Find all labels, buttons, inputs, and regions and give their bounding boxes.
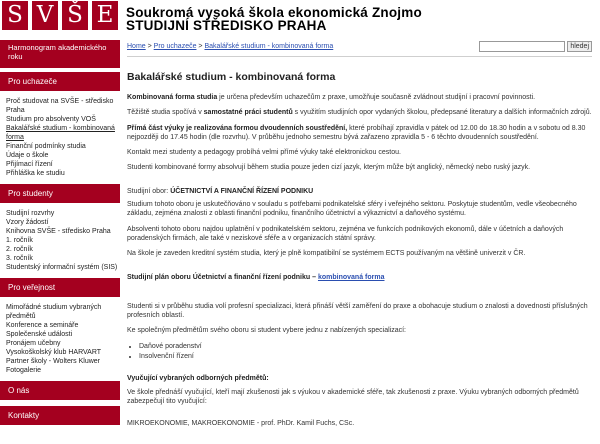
paragraph-self-study: Těžiště studia spočívá v samostatné práci studentů s využitím studijních opor vydaných školou, předepsané literatury a dalších informačních zdrojů. bbox=[127, 109, 592, 117]
sidebar-item[interactable]: Studentský informační systém (SIS) bbox=[6, 264, 118, 271]
sidebar-item-harmonogram[interactable]: Harmonogram akademického roku bbox=[0, 40, 120, 68]
logo-letter-e[interactable]: E bbox=[92, 1, 118, 30]
list-item: • Insolvenční řízení bbox=[139, 352, 592, 362]
paragraph-specialization: Studenti si v průběhu studia volí profesní specializaci, která přináší větší zaměření do praxe a obohacuje studium o znalosti a dovednosti příslušných profesních oblastí. bbox=[127, 302, 588, 320]
field-of-study: Studijní obor: ÚČETNICTVÍ A FINANČNÍ ŘÍZENÍ PODNIKU bbox=[127, 187, 314, 195]
search-input[interactable] bbox=[479, 41, 565, 52]
breadcrumb-home[interactable]: Home bbox=[127, 42, 146, 50]
sidebar-item[interactable]: Pronájem učebny bbox=[6, 340, 61, 347]
sidebar bbox=[0, 40, 120, 444]
sidebar-item[interactable]: Knihovna SVŠE - středisko Praha bbox=[6, 228, 111, 235]
sidebar-item-kontakty[interactable]: Kontakty bbox=[0, 406, 120, 425]
sidebar-list-studenty bbox=[0, 203, 120, 278]
top-bar bbox=[127, 40, 592, 52]
sidebar-item[interactable]: Společenské události bbox=[6, 331, 73, 338]
sidebar-item[interactable]: Studium pro absolventy VOŠ bbox=[6, 116, 96, 123]
sidebar-item[interactable]: Údaje o škole bbox=[6, 152, 49, 159]
paragraph-language: Studenti kombinované formy absolvují během studia pouze jeden cizí jazyk, kterým může být anglický, německý nebo ruský jazyk. bbox=[127, 164, 531, 172]
sidebar-section-studenty[interactable]: Pro studenty bbox=[0, 184, 120, 203]
sidebar-item-active[interactable]: Bakalářské studium - kombinovaná forma bbox=[6, 125, 115, 141]
study-plan: Studijní plán oboru Účetnictví a finanční řízení podniku – kombinovaná forma bbox=[127, 273, 385, 281]
logo-letter-v[interactable]: V bbox=[32, 1, 58, 30]
sidebar-list-verejnost bbox=[0, 297, 120, 381]
sidebar-item[interactable]: 1. ročník bbox=[6, 237, 33, 244]
sidebar-item[interactable]: Konference a semináře bbox=[6, 322, 79, 329]
list-item: • Daňové poradenství bbox=[139, 342, 592, 352]
search-button[interactable]: hledej bbox=[567, 41, 592, 52]
paragraph-schedule: Přímá část výuky je realizována formou dvoudenních soustředění, které probíhají zpravidla v pátek od 12.00 do 18.30 hodin a v sobotu od 8.30 nejpozději do 17.45 hodin (dle rozvrhu). V průběhu jednoho semestru bývá zařazeno zpravidla 5 - 6 těchto dvoudenních soustředění. bbox=[127, 124, 586, 141]
sidebar-item-o-nas[interactable]: O nás bbox=[0, 381, 120, 400]
logo-letter-s2[interactable]: Š bbox=[62, 1, 88, 30]
study-plan-link[interactable]: kombinovaná forma bbox=[317, 273, 385, 281]
paragraph-choose: Ke společným předmětům svého oboru si student vybere jednu z nabízených specializací: bbox=[127, 327, 406, 335]
paragraph-graduates: Absolventi tohoto oboru najdou uplatnění v podnikatelském sektoru, zejména ve funkcích podnikových ekonomů, dále v účetních a daňových poradenských firmách, ale také v neziskové sféře a v organizacích státní správy. bbox=[127, 225, 564, 242]
sidebar-section-uchazece[interactable]: Pro uchazeče bbox=[0, 72, 120, 91]
sidebar-item[interactable]: Vzory žádostí bbox=[6, 219, 49, 226]
site-header bbox=[0, 0, 600, 40]
sidebar-item[interactable]: Mimořádné studium vybraných předmětů bbox=[6, 304, 102, 320]
paragraph-teachers: Ve škole přednáší vyučující, kteří mají zkušenosti jak s výukou v akademické sféře, tak zkušenosti z praxe. Výuku vybraných odborných předmětů zabezpečují tito vyučující: bbox=[127, 389, 579, 406]
sidebar-section-verejnost[interactable]: Pro veřejnost bbox=[0, 278, 120, 297]
sidebar-list-uchazece bbox=[0, 91, 120, 184]
sidebar-item[interactable]: Přihláška ke studiu bbox=[6, 170, 65, 177]
search-area bbox=[479, 41, 592, 52]
paragraph-ects: Na škole je zaveden kreditní systém studia, který je plně kompatibilní se systémem ECTS používaným na většině univerzit v ČR. bbox=[127, 250, 526, 258]
sidebar-item[interactable]: 2. ročník bbox=[6, 246, 33, 253]
breadcrumb-uchazece[interactable]: Pro uchazeče bbox=[153, 42, 197, 50]
sidebar-item[interactable]: Studijní rozvrhy bbox=[6, 210, 55, 217]
site-title bbox=[126, 6, 422, 32]
breadcrumb-current[interactable]: Bakalářské studium - kombinovaná forma bbox=[204, 42, 334, 50]
sidebar-item[interactable]: Proč studovat na SVŠE - středisko Praha bbox=[6, 98, 114, 114]
paragraph-field-desc: Studium tohoto oboru je uskutečňováno v souladu s potřebami podnikatelské sféry i veřejného sektoru. Poskytuje studentům, vedle všeobecného základu, zejména znalosti z oblasti finanční podniku, finančního účetnictví a výkaznictví a daňového systému. bbox=[127, 201, 577, 218]
logo-letter-s[interactable]: S bbox=[2, 1, 28, 30]
sidebar-item[interactable]: Partner školy - Wolters Kluwer bbox=[6, 358, 101, 365]
sidebar-item[interactable]: Fotogalerie bbox=[6, 367, 42, 374]
sidebar-item[interactable]: Přijímací řízení bbox=[6, 161, 53, 168]
teachers-heading: Vyučující vybraných odborných předmětů: bbox=[127, 374, 269, 382]
page-title: Bakalářské studium - kombinovaná forma bbox=[127, 71, 336, 83]
divider bbox=[127, 56, 592, 57]
paragraph-subject: MIKROEKONOMIE, MAKROEKONOMIE - prof. PhDr. Kamil Fuchs, CSc. bbox=[127, 419, 355, 427]
paragraph-intro: Kombinovaná forma studia je určena především uchazečům z praxe, umožňuje současně zvládnout studijní i pracovní povinnosti. bbox=[127, 94, 536, 101]
breadcrumb: Home > Pro uchazeče > Bakalářské studium - kombinovaná forma bbox=[127, 42, 334, 50]
paragraph-contact: Kontakt mezi studenty a pedagogy probíhá velmi přímé výuky také elektronickou cestou. bbox=[127, 149, 401, 157]
site-title-line2: STUDIJNÍ STŘEDISKO PRAHA bbox=[126, 18, 327, 33]
sidebar-item[interactable]: Vysokoškolský klub HARVART bbox=[6, 349, 102, 356]
sidebar-item[interactable]: Finanční podmínky studia bbox=[6, 143, 86, 150]
main-content bbox=[127, 40, 592, 434]
site-title-line1: Soukromá vysoká škola ekonomická Znojmo bbox=[126, 5, 422, 20]
sidebar-item[interactable]: 3. ročník bbox=[6, 255, 33, 262]
specialization-list bbox=[127, 342, 592, 362]
